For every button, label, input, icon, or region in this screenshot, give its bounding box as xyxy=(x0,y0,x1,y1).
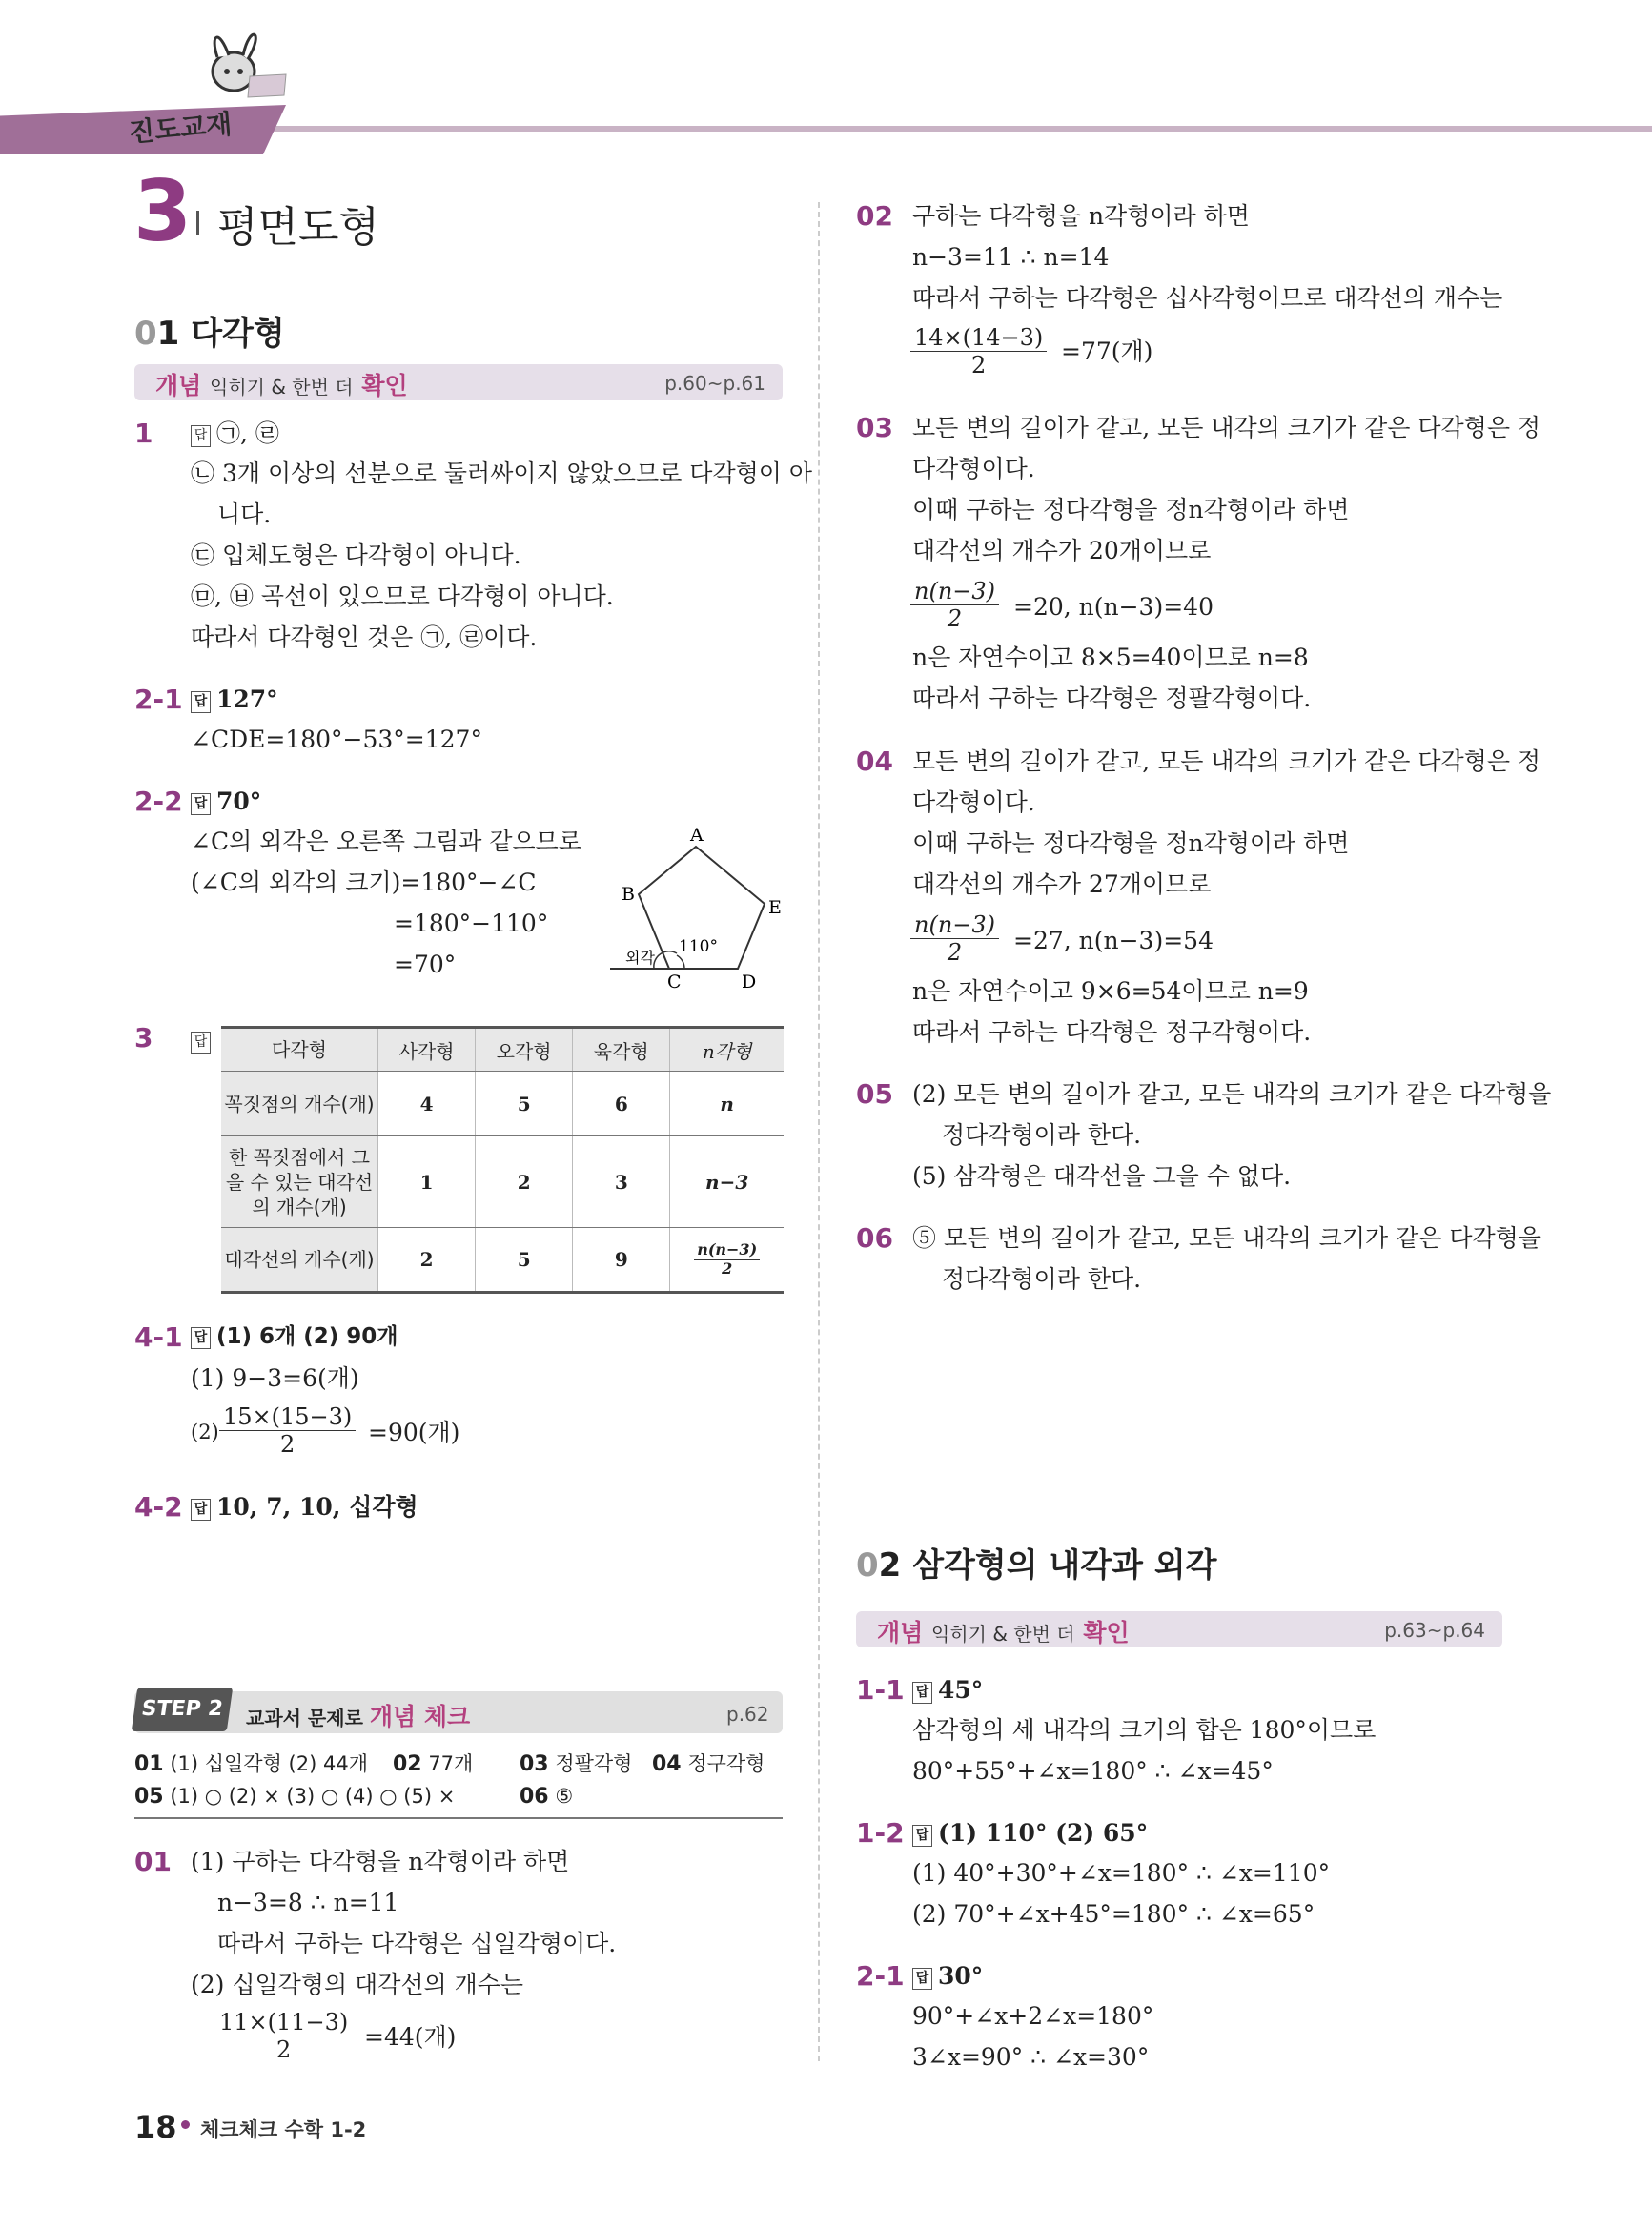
solution-line: 다각형이다. xyxy=(912,788,1035,816)
solution-line: =20, n(n−3)=40 xyxy=(1013,593,1214,621)
vertex-label-a: A xyxy=(690,828,704,846)
table-cell: 3 xyxy=(573,1136,670,1228)
bullet-icon xyxy=(181,2120,190,2129)
table-cell: n−3 xyxy=(670,1136,784,1228)
answer-line: 답 ㉠, ㉣ xyxy=(191,419,279,448)
problem-number: 2-2 xyxy=(134,786,183,817)
solution-line: 대각선의 개수가 27개이므로 xyxy=(912,870,1212,898)
page-range: p.62 xyxy=(726,1703,769,1726)
answer-line: 답 30° xyxy=(912,1962,983,1991)
table-cell: 5 xyxy=(476,1072,573,1136)
fraction: $\frac{14\times(14-3)}{2}$ xyxy=(910,324,1047,378)
problem-number: 2-1 xyxy=(856,1960,905,1992)
header-label: 진도교재 xyxy=(127,108,234,149)
table-row xyxy=(221,1072,784,1136)
vertex-label-c: C xyxy=(667,972,682,990)
table-cell: 5 xyxy=(476,1228,573,1293)
fraction: $\frac{n(n-3)}{2}$ xyxy=(910,578,999,632)
quick-answer: 05 (1) ○ (2) × (3) ○ (4) ○ (5) × xyxy=(134,1785,456,1809)
solution-line: 대각선의 개수가 20개이므로 xyxy=(912,537,1212,564)
section-title-1: 01 다각형 xyxy=(134,315,285,353)
vertex-label-b: B xyxy=(622,884,635,905)
problem-number: 01 xyxy=(134,1846,172,1877)
vertex-label-d: D xyxy=(742,972,757,990)
chapter-title: 평면도형 xyxy=(217,203,380,252)
solution-line: n−3=8 ∴ n=11 xyxy=(217,1889,399,1916)
table-cell: 6 xyxy=(573,1072,670,1136)
solution-line: =77(개) xyxy=(1061,338,1153,365)
table-header: 다각형 xyxy=(221,1028,378,1072)
solution-line: (1) 9−3=6(개) xyxy=(191,1364,359,1392)
problem-number: 1-2 xyxy=(856,1817,905,1849)
solution-line: ㉡ 3개 이상의 선분으로 둘러싸이지 않았으므로 다각형이 아 xyxy=(191,460,812,487)
solution-line: 모든 변의 길이가 같고, 모든 내각의 크기가 같은 다각형은 정 xyxy=(912,414,1541,441)
divider xyxy=(134,1817,783,1819)
solution-line: 구하는 다각형을 n각형이라 하면 xyxy=(912,202,1250,230)
problem-number: 06 xyxy=(856,1222,893,1254)
table-header: 육각형 xyxy=(573,1028,670,1072)
solution-line: 따라서 다각형인 것은 ㉠, ㉣이다. xyxy=(191,624,538,651)
row-label: 대각선의 개수(개) xyxy=(221,1228,378,1293)
solution-line: ∠CDE=180°−53°=127° xyxy=(191,726,482,753)
answer-box-icon: 답 xyxy=(191,1327,211,1349)
solution-line: (2) 모든 변의 길이가 같고, 모든 내각의 크기가 같은 다각형을 xyxy=(912,1080,1552,1108)
answer-line: 답 (1) 6개 (2) 90개 xyxy=(191,1324,398,1351)
answer-line: 답 10, 7, 10, 십각형 xyxy=(191,1493,418,1522)
solution-line: 다각형이다. xyxy=(912,455,1035,482)
vertex-label-e: E xyxy=(768,897,782,918)
book-title: 체크체크 수학 1-2 xyxy=(200,2118,367,2141)
page-range: p.63~p.64 xyxy=(1384,1619,1485,1642)
chapter-number: 3 xyxy=(133,162,193,260)
quick-answer: 03 정팔각형 xyxy=(520,1752,633,1776)
solution-line: 이때 구하는 정다각형을 정n각형이라 하면 xyxy=(912,496,1350,523)
solution-line: 따라서 구하는 다각형은 정구각형이다. xyxy=(912,1018,1312,1046)
problem-number: 1 xyxy=(134,418,153,449)
polygon-table xyxy=(221,1026,784,1294)
answer-box-icon: 답 xyxy=(191,691,211,713)
solution-line: =27, n(n−3)=54 xyxy=(1013,927,1214,954)
table-header: 사각형 xyxy=(378,1028,476,1072)
chapter-divider xyxy=(196,211,199,235)
solution-line: ⑤ 모든 변의 길이가 같고, 모든 내각의 크기가 같은 다각형을 xyxy=(912,1224,1541,1252)
solution-line: =90(개) xyxy=(368,1419,460,1446)
fraction: $\frac{n(n-3)}{2}$ xyxy=(910,911,999,966)
solution-line: n−3=11 ∴ n=14 xyxy=(912,243,1110,271)
solution-line: 모든 변의 길이가 같고, 모든 내각의 크기가 같은 다각형은 정 xyxy=(912,747,1541,775)
problem-number: 2-1 xyxy=(134,684,183,715)
table-cell: 9 xyxy=(573,1228,670,1293)
table-header: n각형 xyxy=(670,1028,784,1072)
solution-line: ㉢ 입체도형은 다각형이 아니다. xyxy=(191,542,521,569)
pentagon-figure xyxy=(601,828,791,990)
answer-box-icon: 답 xyxy=(191,1032,211,1054)
step2-tag: STEP 2 xyxy=(132,1688,233,1731)
answer-line: 답 (1) 110° (2) 65° xyxy=(912,1819,1148,1848)
answer-box-icon: 답 xyxy=(191,425,211,447)
problem-number: 05 xyxy=(856,1078,893,1110)
answer-box-icon: 답 xyxy=(912,1682,932,1704)
table-cell: 2 xyxy=(476,1136,573,1228)
row-label: 한 꼭짓점에서 그을 수 있는 대각선의 개수(개) xyxy=(221,1136,378,1228)
table-cell-fraction: n(n−3) 2 xyxy=(670,1228,784,1293)
solution-line: n은 자연수이고 8×5=40이므로 n=8 xyxy=(912,644,1309,671)
answer-box-icon: 답 xyxy=(191,793,211,815)
solution-line: =180°−110° xyxy=(394,910,549,937)
table-cell: 2 xyxy=(378,1228,476,1293)
solution-line: 따라서 구하는 다각형은 정팔각형이다. xyxy=(912,685,1312,712)
answer-line xyxy=(191,1026,216,1054)
problem-number: 4-1 xyxy=(134,1321,183,1353)
solution-line: 80°+55°+∠x=180° ∴ ∠x=45° xyxy=(912,1757,1274,1785)
solution-line: 정다각형이라 한다. xyxy=(942,1265,1142,1293)
concept-bar-2: 개념 익히기 & 한번 더 확인 p.63~p.64 xyxy=(856,1611,1502,1647)
section-title-2: 02 삼각형의 내각과 외각 xyxy=(856,1546,1217,1585)
table-row xyxy=(221,1136,784,1228)
answer-line: 답 127° xyxy=(191,685,278,714)
problem-number: 04 xyxy=(856,746,893,777)
solution-line: 정다각형이라 한다. xyxy=(942,1121,1142,1149)
solution-line: 3∠x=90° ∴ ∠x=30° xyxy=(912,2043,1150,2071)
answer-box-icon: 답 xyxy=(191,1499,211,1521)
solution-line: (2) 십일각형의 대각선의 개수는 xyxy=(191,1971,524,1998)
table-cell: 4 xyxy=(378,1072,476,1136)
solution-line: 이때 구하는 정다각형을 정n각형이라 하면 xyxy=(912,829,1350,857)
table-cell: n xyxy=(670,1072,784,1136)
problem-number: 3 xyxy=(134,1022,153,1054)
answer-box-icon: 답 xyxy=(912,1825,932,1847)
table-cell: 1 xyxy=(378,1136,476,1228)
row-label: 꼭짓점의 개수(개) xyxy=(221,1072,378,1136)
solution-line: (∠C의 외각의 크기)=180°−∠C xyxy=(191,869,537,896)
quick-answer: 01 (1) 십일각형 (2) 44개 xyxy=(134,1752,368,1776)
solution-line: (2) 70°+∠x+45°=180° ∴ ∠x=65° xyxy=(912,1900,1315,1928)
fraction: $\frac{11\times(11-3)}{2}$ xyxy=(215,2009,352,2063)
quick-answer: 02 77개 xyxy=(393,1752,474,1776)
solution-line: (1) 40°+30°+∠x=180° ∴ ∠x=110° xyxy=(912,1859,1331,1887)
exterior-angle-label: 외각 xyxy=(625,949,655,967)
solution-line: 니다. xyxy=(217,501,272,528)
fraction: $\frac{15\times(15-3)}{2}$ xyxy=(219,1403,356,1458)
header-rule xyxy=(267,126,1652,132)
solution-line: 삼각형의 세 내각의 크기의 합은 180°이므로 xyxy=(912,1716,1377,1744)
page-range: p.60~p.61 xyxy=(664,372,765,395)
answer-line: 답 70° xyxy=(191,788,261,816)
solution-line: (5) 삼각형은 대각선을 그을 수 없다. xyxy=(912,1162,1292,1190)
step2-title: 교과서 문제로 개념 체크 xyxy=(246,1703,471,1730)
solution-line: ㉤, ㉥ 곡선이 있으므로 다각형이 아니다. xyxy=(191,583,614,610)
solution-line: =70° xyxy=(394,951,457,978)
problem-number: 4-2 xyxy=(134,1491,183,1523)
answer-line: 답 45° xyxy=(912,1676,983,1705)
answer-box-icon: 답 xyxy=(912,1968,932,1990)
solution-line: ∠C의 외각은 오른쪽 그림과 같으므로 xyxy=(191,828,581,855)
solution-line: (1) 구하는 다각형을 n각형이라 하면 xyxy=(191,1848,570,1875)
quick-answer: 06 ⑤ xyxy=(520,1785,574,1809)
rabbit-mascot-icon xyxy=(191,19,305,114)
problem-number: 02 xyxy=(856,200,893,232)
page-number: 18 xyxy=(134,2109,177,2145)
solution-line: 따라서 구하는 다각형은 십일각형이다. xyxy=(217,1930,617,1957)
solution-prefix: (2) xyxy=(191,1421,219,1443)
solution-line: n은 자연수이고 9×6=54이므로 n=9 xyxy=(912,977,1309,1005)
problem-number: 03 xyxy=(856,412,893,443)
solution-line: 따라서 구하는 다각형은 십사각형이므로 대각선의 개수는 xyxy=(912,284,1503,312)
table-header: 오각형 xyxy=(476,1028,573,1072)
angle-label: 110° xyxy=(679,937,718,956)
table-row xyxy=(221,1228,784,1293)
solution-line: 90°+∠x+2∠x=180° xyxy=(912,2002,1154,2030)
problem-number: 1-1 xyxy=(856,1674,905,1706)
column-divider xyxy=(818,202,820,2061)
concept-bar-1: 개념 익히기 & 한번 더 확인 p.60~p.61 xyxy=(134,364,783,400)
quick-answer: 04 정구각형 xyxy=(652,1752,765,1776)
solution-line: =44(개) xyxy=(364,2023,457,2051)
